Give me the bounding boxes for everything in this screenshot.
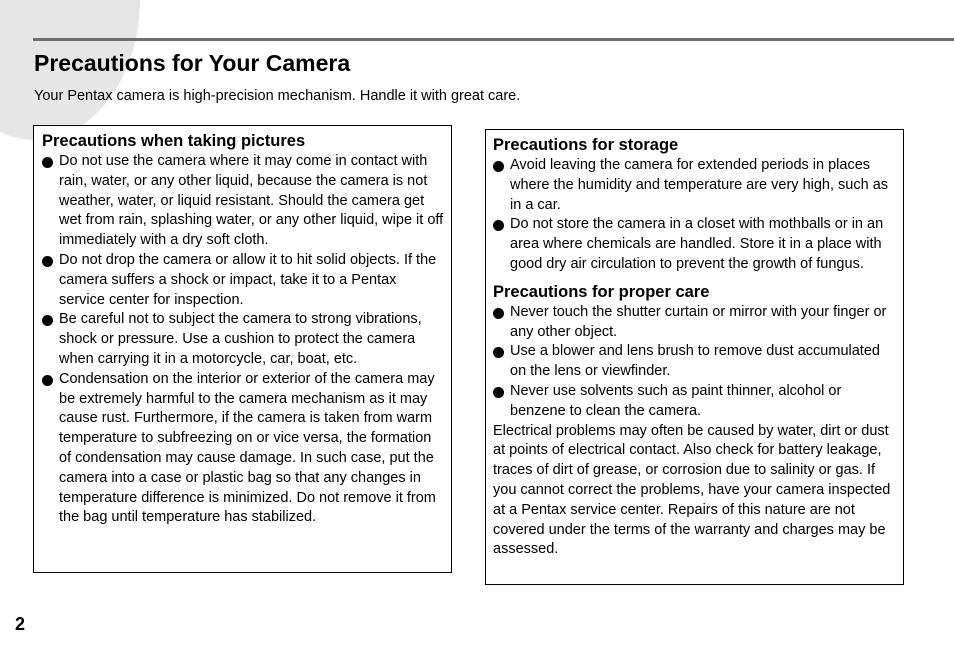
list-item-text: Do not use the camera where it may come in contact with rain, water, or any other liquid, because the camera is not weather, water, or liquid resistant. Should the camera get wet from rain, splashing water, or any other liquid, wipe it off immediately with a dry soft cloth.	[59, 153, 444, 249]
list-item-text: Condensation on the interior or exterior of the camera may be extremely harmful to the camera mechanism as it may cause rust. Furthermore, if the camera is taken from warm temperature to subfreezing on or vice versa, the formation of condensation may cause damage. In such case, put the camera into a case or plastic bag so that any changes in temperature difference is minimized. Do not remove it from the bag until temperature has stabilized.	[59, 370, 436, 526]
list-item-text: Be careful not to subject the camera to strong vibrations, shock or pressure. Use a cushion to protect the camera when carrying it in a motorcycle, car, boat, etc.	[59, 311, 422, 367]
proper-care-list	[493, 303, 897, 422]
list-item	[42, 152, 445, 251]
list-item-text: Avoid leaving the camera for extended periods in places where the humidity and temperature are very high, such as in a car.	[510, 157, 889, 213]
bullet-icon	[42, 256, 53, 267]
bullet-icon	[42, 375, 53, 386]
storage-title: Precautions for storage	[493, 136, 679, 154]
list-item	[493, 303, 897, 343]
list-item	[493, 156, 897, 215]
taking-pictures-list	[42, 152, 445, 528]
bullet-icon	[42, 157, 53, 168]
list-item	[493, 382, 897, 422]
list-item	[42, 370, 445, 528]
list-item-text: Never use solvents such as paint thinner, alcohol or benzene to clean the camera.	[510, 382, 842, 419]
intro-text: Your Pentax camera is high-precision mechanism. Handle it with great care.	[34, 88, 521, 104]
storage-care-box	[485, 129, 904, 585]
list-item	[493, 342, 897, 382]
header-rule	[33, 38, 954, 41]
list-item	[493, 215, 897, 274]
list-item-text: Do not store the camera in a closet with mothballs or in an area where chemicals are handled. Store it in a place with good dry air circulation to prevent the growth of fungus.	[510, 216, 884, 272]
storage-list	[493, 156, 897, 275]
list-item-text: Never touch the shutter curtain or mirror with your finger or any other object.	[510, 303, 887, 340]
page-title: Precautions for Your Camera	[34, 50, 351, 76]
bullet-icon	[493, 387, 504, 398]
bullet-icon	[493, 308, 504, 319]
list-item-text: Do not drop the camera or allow it to hit solid objects. If the camera suffers a shock or impact, take it to a Pentax service center for inspection.	[59, 251, 437, 308]
list-item	[42, 251, 445, 310]
bullet-icon	[493, 220, 504, 231]
proper-care-title: Precautions for proper care	[493, 282, 710, 301]
list-item-text: Use a blower and lens brush to remove dust accumulated on the lens or viewfinder.	[510, 343, 880, 380]
list-item	[42, 310, 445, 369]
bullet-icon	[42, 315, 53, 326]
page-number: 2	[15, 614, 26, 634]
taking-pictures-title: Precautions when taking pictures	[42, 132, 306, 150]
bullet-icon	[493, 347, 504, 358]
electrical-problems-note: Electrical problems may often be caused by water, dirt or dust at points of electrical contact. Also check for battery leakage, traces of dirt of grease, or corrosion due to salinity or gas. If you cannot correct the problems, have your camera inspected at a Pentax service center. Repairs of this nature are not covered under the terms of the warranty and charges may be assessed.	[493, 422, 891, 558]
taking-pictures-box	[33, 125, 452, 573]
bullet-icon	[493, 161, 504, 172]
